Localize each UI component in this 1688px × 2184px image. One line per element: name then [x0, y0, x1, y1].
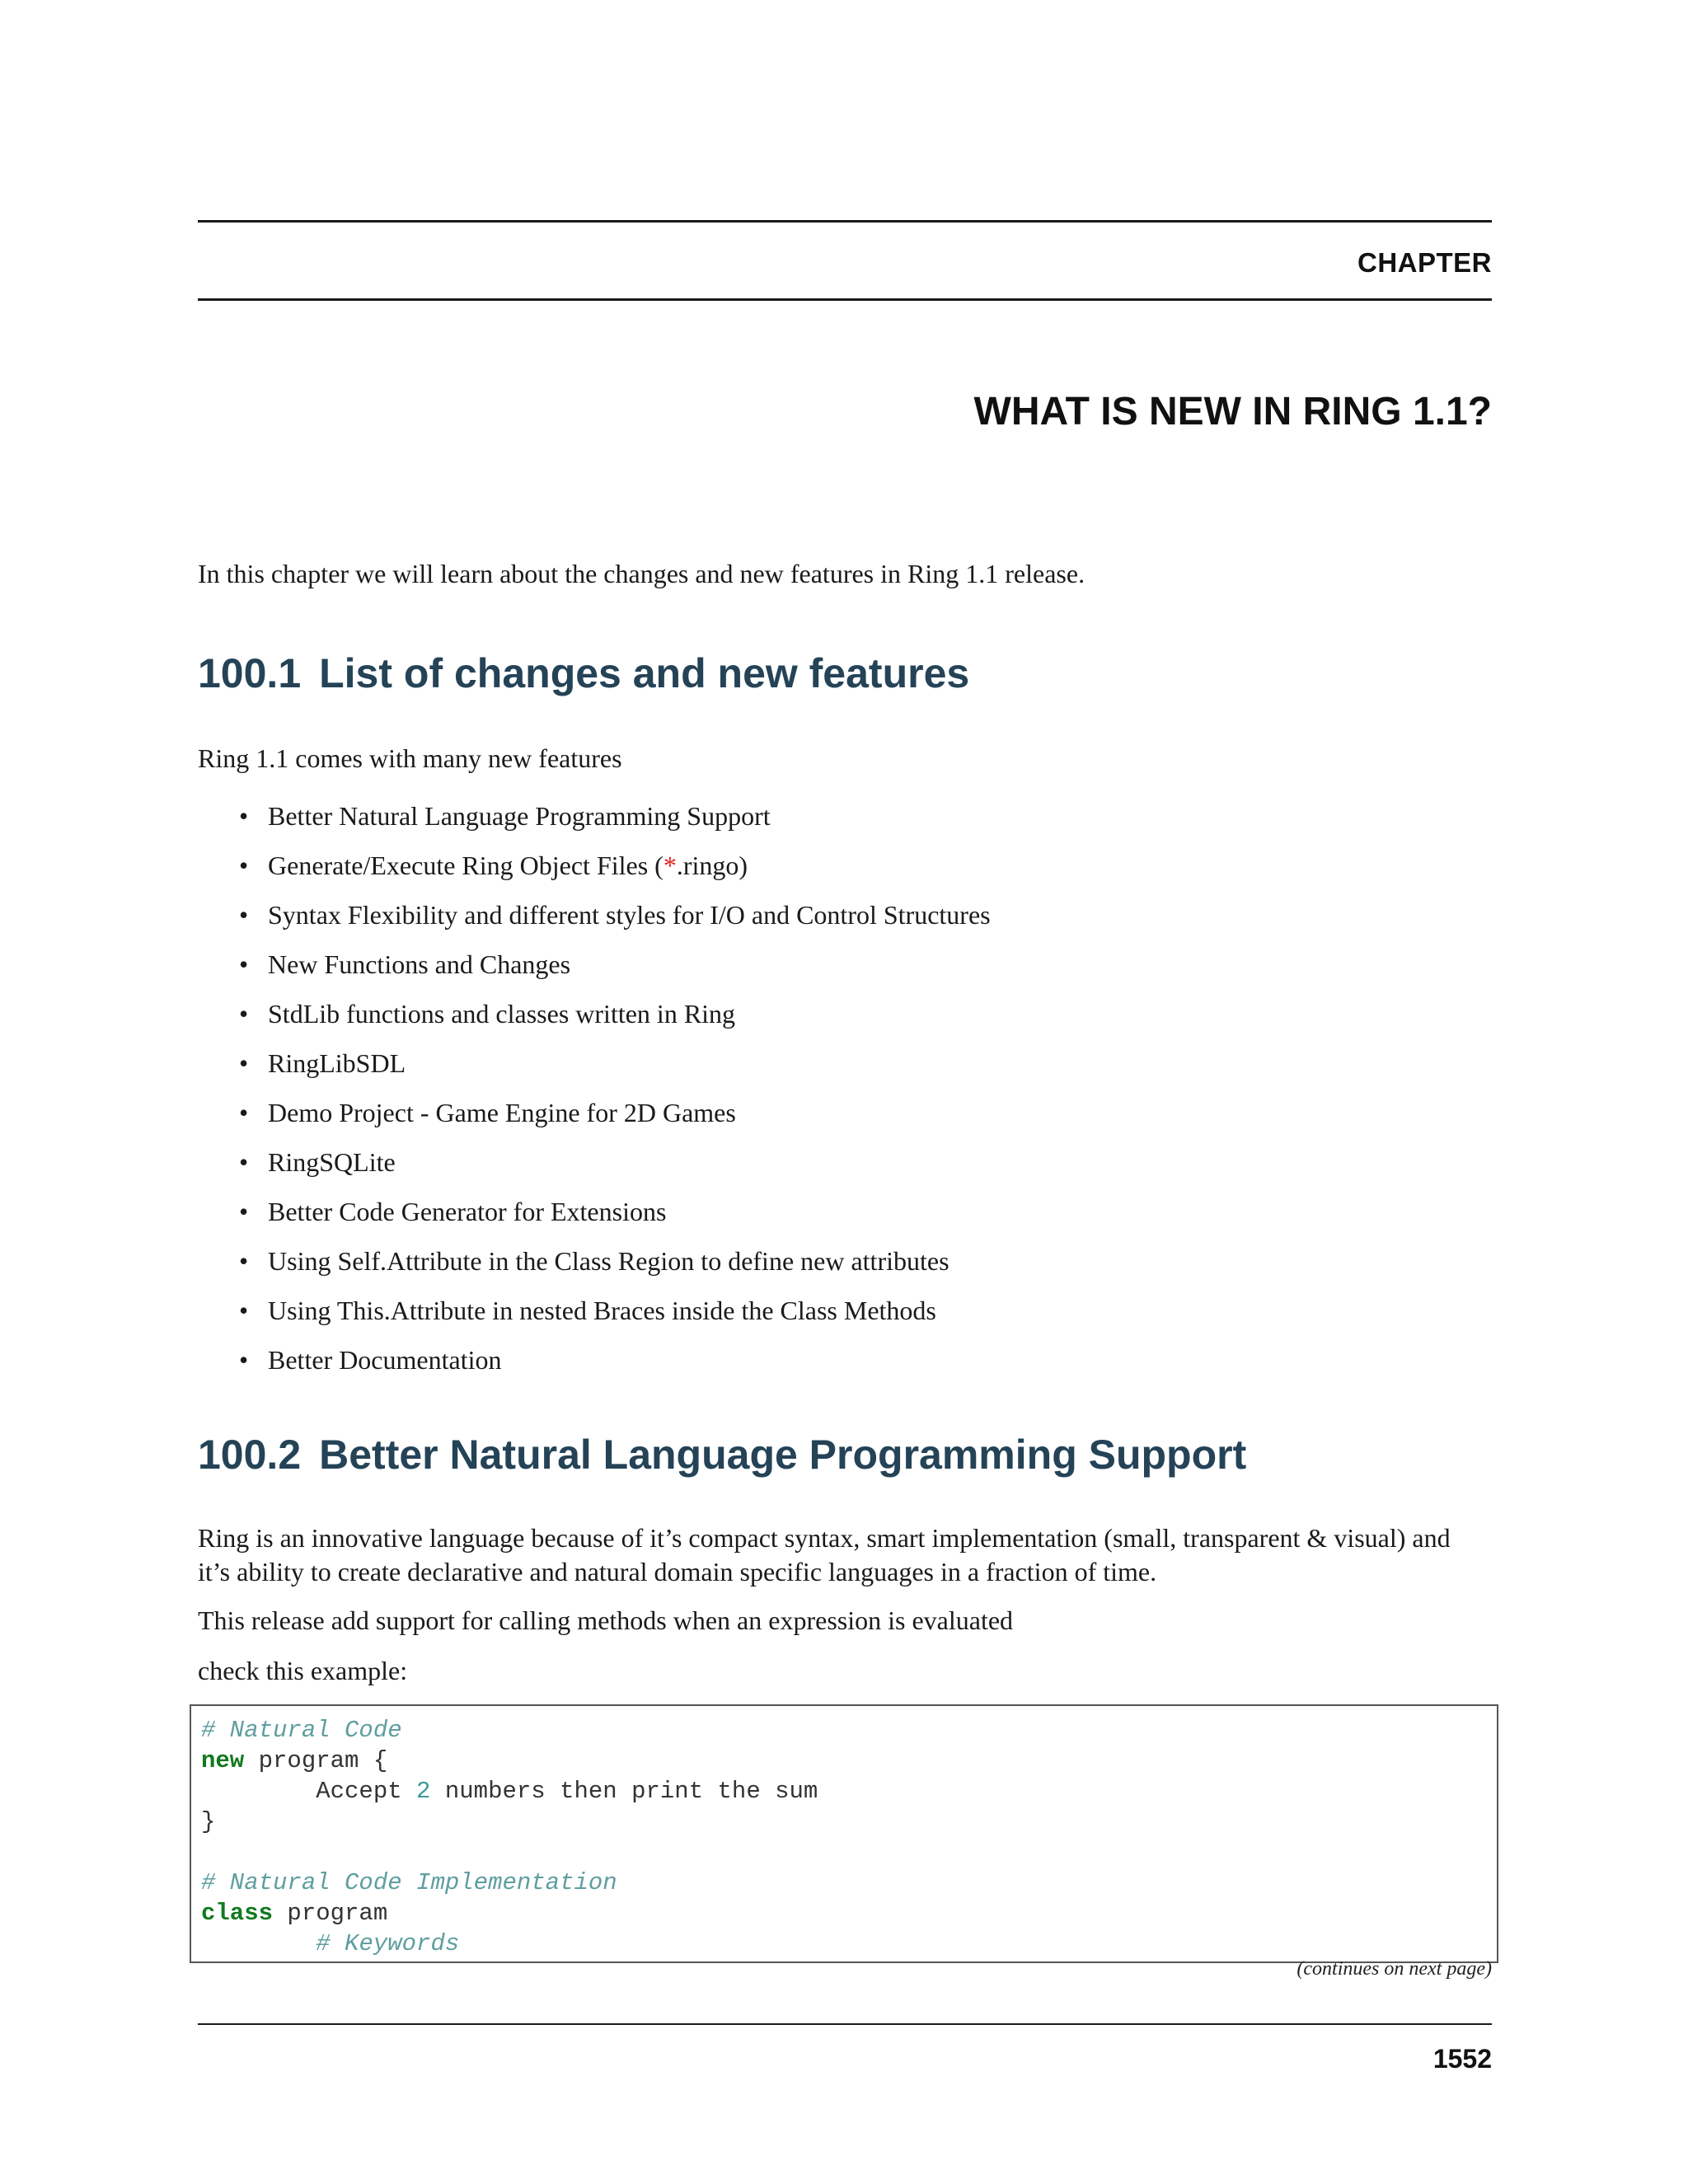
list-item: • Using This.Attribute in nested Braces inside the Class Methods — [198, 1286, 991, 1335]
section2-paragraph-1: Ring is an innovative language because of it’s compact syntax, smart implementation (small, transparent & visual) and it’s ability to create declarative and natural domain specific languages in a fraction of time. — [198, 1523, 1451, 1586]
list-item: • Demo Project - Game Engine for 2D Games — [198, 1088, 991, 1137]
section2-paragraph-2: This release add support for calling methods when an expression is evaluated — [198, 1605, 1014, 1635]
code-line: Accept 2 numbers then print the sum — [201, 1778, 818, 1805]
code-line: new program { — [201, 1747, 388, 1774]
list-item: • Syntax Flexibility and different styles for I/O and Control Structures — [198, 890, 991, 940]
section-title: List of changes and new features — [319, 650, 970, 696]
intro-paragraph: In this chapter we will learn about the changes and new features in Ring 1.1 release. — [198, 559, 1085, 588]
section-title: Better Natural Language Programming Support — [319, 1432, 1247, 1478]
code-line: # Keywords — [316, 1930, 460, 1957]
list-item: • Using Self.Attribute in the Class Region to define new attributes — [198, 1236, 991, 1286]
wildcard-star: * — [663, 851, 677, 880]
section-heading-changes — [198, 649, 969, 697]
list-item: • Better Code Generator for Extensions — [198, 1187, 991, 1236]
list-item: • StdLib functions and classes written in Ring — [198, 989, 991, 1038]
list-item: • New Functions and Changes — [198, 940, 991, 989]
continues-note: (continues on next page) — [1296, 1958, 1492, 1980]
bullet-icon: • — [239, 1048, 249, 1078]
list-item: • RingLibSDL — [198, 1038, 991, 1088]
bullet-icon: • — [239, 999, 249, 1029]
chapter-label: CHAPTER — [1357, 247, 1492, 278]
list-item: • RingSQLite — [198, 1137, 991, 1187]
bullet-icon: • — [239, 851, 249, 880]
chapter-title: WHAT IS NEW IN RING 1.1? — [973, 390, 1492, 434]
section-number: 100.2 — [198, 1432, 302, 1478]
section-number: 100.1 — [198, 650, 302, 696]
list-item: • Generate/Execute Ring Object Files (*.ringo) — [198, 841, 991, 890]
bullet-icon: • — [239, 1147, 249, 1177]
bullet-icon: • — [239, 1246, 249, 1276]
bullet-icon: • — [239, 949, 249, 979]
bullet-icon: • — [239, 801, 249, 831]
list-item: • Better Natural Language Programming Support — [198, 791, 991, 841]
list-item: • Better Documentation — [198, 1335, 991, 1385]
code-block — [190, 1704, 1498, 1963]
chapter-bottom-rule — [198, 298, 1492, 301]
bullet-icon: • — [239, 900, 249, 930]
bullet-icon: • — [239, 1345, 249, 1375]
page-number: 1552 — [1432, 2044, 1492, 2074]
bullet-icon: • — [239, 1296, 249, 1325]
section2-paragraph-3: check this example: — [198, 1656, 408, 1685]
section-heading-natural-language — [198, 1431, 1246, 1479]
chapter-top-rule — [198, 220, 1492, 223]
bullet-icon: • — [239, 1197, 249, 1226]
code-line: class program — [201, 1900, 388, 1927]
features-list — [198, 791, 991, 1385]
bullet-icon: • — [239, 1098, 249, 1127]
footer-rule — [198, 2023, 1492, 2025]
features-lead: Ring 1.1 comes with many new features — [198, 743, 622, 773]
code-line: # Natural Code — [201, 1717, 402, 1744]
code-line: # Natural Code Implementation — [201, 1869, 617, 1896]
code-line: } — [201, 1808, 216, 1835]
